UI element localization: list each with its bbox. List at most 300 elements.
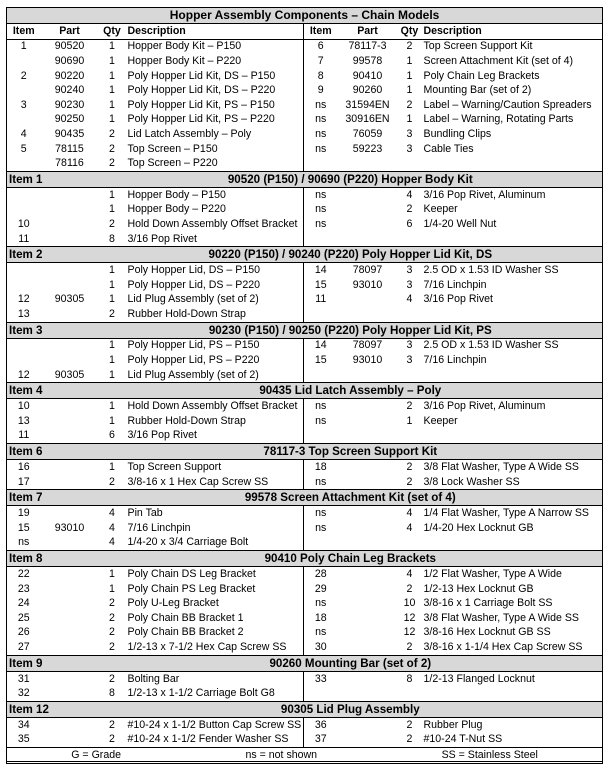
- description-cell: Rubber Hold-Down Strap: [127, 307, 246, 320]
- table-row: [7, 232, 603, 247]
- item-cell: 14: [304, 338, 338, 353]
- part-cell: [338, 293, 398, 308]
- description-cell: Poly Chain BB Bracket 2: [127, 626, 244, 639]
- item-cell: 23: [17, 582, 30, 595]
- description-cell: Poly Chain PS Leg Bracket: [127, 582, 256, 595]
- table-row: [7, 611, 603, 626]
- description-cell: #10-24 x 1-1/2 Button Cap Screw SS: [127, 718, 302, 731]
- part-cell: [41, 671, 99, 686]
- part-cell: [41, 536, 99, 551]
- table-row: [7, 83, 603, 98]
- table-row: [7, 353, 603, 368]
- part-cell: [338, 671, 398, 686]
- part-cell: [338, 506, 398, 521]
- part-cell: [41, 414, 99, 429]
- description-cell: Poly Hopper Lid, PS – P150: [127, 339, 260, 352]
- part-cell: [41, 217, 99, 232]
- item-cell: 10: [17, 217, 30, 230]
- part-cell: 30916EN: [345, 113, 390, 126]
- item-cell: [304, 686, 338, 701]
- qty-cell: [398, 232, 422, 247]
- description-cell: Top Screen Support: [127, 461, 222, 474]
- item-cell: [304, 232, 338, 247]
- table-row: [7, 460, 603, 475]
- table-row: [7, 293, 603, 308]
- description-cell: Label – Warning/Caution Spreaders: [423, 98, 592, 111]
- section-label: Item 2: [7, 247, 99, 263]
- table-row: [7, 717, 603, 732]
- table-row: [7, 521, 603, 536]
- description-cell: [422, 686, 603, 701]
- part-cell: [338, 567, 398, 582]
- description-cell: 3/16 Pop Rivet: [423, 293, 493, 306]
- part-cell: [41, 686, 99, 701]
- description-cell: Hold Down Assembly Offset Bracket: [127, 217, 298, 230]
- part-cell: [41, 203, 99, 218]
- qty-cell: 10: [403, 597, 416, 610]
- description-cell: 1/2-13 x 1-1/2 Carriage Bolt G8: [127, 687, 275, 700]
- part-cell: 90230: [54, 98, 85, 111]
- column-header: Qty: [398, 24, 422, 40]
- qty-cell: [398, 156, 422, 171]
- part-cell: 78116: [55, 157, 84, 170]
- description-cell: Hopper Body – P150: [127, 188, 226, 201]
- item-cell: 2: [20, 69, 27, 82]
- qty-cell: 2: [406, 718, 413, 731]
- part-cell: [338, 582, 398, 597]
- table-body: [7, 24, 603, 764]
- item-cell: 12: [17, 293, 30, 306]
- qty-cell: 2: [406, 475, 413, 488]
- description-cell: Rubber Plug: [423, 718, 483, 731]
- column-header: Item: [7, 24, 41, 40]
- description-cell: 3/8 Flat Washer, Type A Wide SS: [423, 461, 579, 474]
- qty-cell: 4: [406, 568, 413, 581]
- item-cell: 1: [20, 40, 27, 53]
- item-cell: 11: [304, 293, 338, 308]
- qty-cell: 1: [109, 414, 115, 427]
- qty-cell: 1: [109, 264, 115, 277]
- part-cell: [41, 460, 99, 475]
- qty-cell: 2: [406, 98, 413, 111]
- part-cell: 90410: [352, 69, 383, 82]
- qty-cell: 1: [109, 188, 115, 201]
- section-header: [7, 322, 603, 338]
- table-row: [7, 567, 603, 582]
- qty-cell: 4: [406, 293, 413, 306]
- item-cell: 13: [17, 414, 30, 427]
- part-cell: 76059: [352, 127, 383, 140]
- item-cell: ns: [304, 506, 338, 521]
- description-cell: 1/2-13 Hex Locknut GB: [423, 582, 534, 595]
- qty-cell: 2: [109, 157, 115, 170]
- description-cell: [422, 536, 603, 551]
- part-cell: [41, 429, 99, 444]
- item-cell: 10: [17, 400, 30, 413]
- qty-cell: 2: [406, 203, 413, 216]
- item-cell: 29: [304, 582, 338, 597]
- qty-cell: 3: [406, 142, 413, 155]
- description-cell: 3/8 Lock Washer SS: [423, 475, 520, 488]
- qty-cell: 4: [406, 188, 413, 201]
- item-cell: 19: [17, 507, 30, 520]
- part-cell: [338, 686, 398, 701]
- item-cell: ns: [304, 113, 338, 128]
- description-cell: [422, 429, 603, 444]
- part-cell: [338, 536, 398, 551]
- part-cell: 93010: [352, 354, 383, 367]
- qty-cell: 1: [406, 113, 413, 126]
- item-cell: 15: [304, 353, 338, 368]
- qty-cell: 3: [406, 354, 413, 367]
- item-cell: 18: [304, 611, 338, 626]
- item-cell: ns: [304, 626, 338, 641]
- part-cell: [41, 232, 99, 247]
- table-row: [7, 156, 603, 171]
- qty-cell: [398, 686, 422, 701]
- description-cell: Bundling Clips: [423, 127, 492, 140]
- item-cell: ns: [304, 217, 338, 232]
- item-cell: ns: [304, 98, 338, 113]
- legend-item: G = Grade: [71, 749, 122, 762]
- qty-cell: 1: [109, 293, 115, 306]
- qty-cell: 1: [406, 414, 413, 427]
- part-cell: [338, 217, 398, 232]
- qty-cell: 1: [109, 582, 115, 595]
- section-label: Item 3: [7, 322, 99, 338]
- qty-cell: 2: [406, 400, 413, 413]
- qty-cell: 3: [406, 278, 413, 291]
- part-cell: [41, 567, 99, 582]
- part-cell: [338, 399, 398, 414]
- description-cell: 3/8 Flat Washer, Type A Wide SS: [423, 611, 579, 624]
- part-cell: 59223: [352, 142, 383, 155]
- legend-item: ns = not shown: [245, 749, 318, 762]
- qty-cell: [398, 368, 422, 383]
- qty-cell: 2: [109, 475, 115, 488]
- item-cell: [7, 338, 41, 353]
- qty-cell: 1: [109, 461, 115, 474]
- description-cell: 3/8-16 x 1 Carriage Bolt SS: [423, 597, 553, 610]
- item-cell: 35: [17, 733, 30, 746]
- part-cell: [41, 717, 99, 732]
- description-cell: Poly Hopper Lid Kit, PS – P220: [127, 113, 275, 126]
- description-cell: [422, 156, 603, 171]
- qty-cell: 2: [109, 626, 115, 639]
- description-cell: Poly Hopper Lid Kit, DS – P220: [127, 84, 276, 97]
- item-cell: [7, 54, 41, 69]
- table-row: [7, 686, 603, 701]
- item-cell: ns: [304, 475, 338, 490]
- section-title: 90305 Lid Plug Assembly: [99, 701, 603, 717]
- part-cell: [41, 596, 99, 611]
- part-cell: [41, 399, 99, 414]
- qty-cell: 2: [406, 640, 413, 653]
- description-cell: Top Screen – P150: [127, 142, 218, 155]
- part-cell: 99578: [352, 54, 383, 67]
- item-cell: [304, 307, 338, 322]
- description-cell: 3/16 Pop Rivet: [127, 232, 197, 245]
- part-cell: [338, 460, 398, 475]
- qty-cell: 1: [109, 40, 115, 53]
- qty-cell: 1: [406, 84, 413, 97]
- description-cell: 7/16 Linchpin: [423, 354, 487, 367]
- column-header: Description: [126, 24, 304, 40]
- qty-cell: 1: [109, 84, 115, 97]
- item-cell: [7, 353, 41, 368]
- section-label: Item 4: [7, 383, 99, 399]
- section-header: [7, 655, 603, 671]
- table-row: [7, 733, 603, 748]
- part-cell: 78117-3: [348, 40, 387, 53]
- part-cell: [41, 307, 99, 322]
- qty-cell: 1: [109, 113, 115, 126]
- description-cell: Poly Hopper Lid Kit, PS – P150: [127, 98, 275, 111]
- item-cell: 24: [17, 597, 30, 610]
- part-cell: [338, 596, 398, 611]
- qty-cell: [398, 307, 422, 322]
- table-row: [7, 429, 603, 444]
- section-label: Item 12: [7, 701, 99, 717]
- item-cell: 32: [17, 687, 30, 700]
- section-title: 90230 (P150) / 90250 (P220) Poly Hopper Lid Kit, PS: [99, 322, 603, 338]
- part-cell: [41, 353, 99, 368]
- qty-cell: 8: [109, 232, 115, 245]
- part-cell: 90240: [54, 84, 85, 97]
- part-cell: [338, 429, 398, 444]
- table-title: Hopper Assembly Components – Chain Models: [7, 8, 603, 24]
- section-label: Item 9: [7, 655, 99, 671]
- table-row: [7, 582, 603, 597]
- table-row: [7, 217, 603, 232]
- item-cell: 9: [304, 83, 338, 98]
- item-cell: 15: [17, 521, 30, 534]
- section-header: [7, 551, 603, 567]
- qty-cell: 3: [406, 264, 413, 277]
- section-header: [7, 490, 603, 506]
- section-header: [7, 444, 603, 460]
- item-cell: 3: [20, 98, 27, 111]
- table-row: [7, 187, 603, 202]
- qty-cell: 2: [109, 733, 115, 746]
- section-title: 90220 (P150) / 90240 (P220) Poly Hopper Lid Kit, DS: [99, 247, 603, 263]
- description-cell: 3/16 Pop Rivet: [127, 429, 197, 442]
- description-cell: Poly Hopper Lid, PS – P220: [127, 354, 260, 367]
- part-cell: [338, 475, 398, 490]
- description-cell: 7/16 Linchpin: [127, 521, 191, 534]
- part-cell: [41, 506, 99, 521]
- column-header: Part: [41, 24, 99, 40]
- part-cell: [41, 611, 99, 626]
- item-cell: 4: [20, 127, 27, 140]
- description-cell: 1/4-20 Well Nut: [423, 217, 497, 230]
- table-row: [7, 113, 603, 128]
- section-label: Item 8: [7, 551, 99, 567]
- table-row: [7, 506, 603, 521]
- description-cell: #10-24 x 1-1/2 Fender Washer SS: [127, 733, 289, 746]
- qty-cell: [398, 536, 422, 551]
- part-cell: 90690: [54, 54, 85, 67]
- item-cell: [304, 156, 338, 171]
- table-row: [7, 127, 603, 142]
- part-cell: [338, 307, 398, 322]
- part-cell: [41, 640, 99, 655]
- description-cell: 3/8-16 Hex Locknut GB SS: [423, 626, 551, 639]
- part-cell: [338, 187, 398, 202]
- section-title: 90260 Mounting Bar (set of 2): [99, 655, 603, 671]
- part-cell: [338, 156, 398, 171]
- section-label: Item 7: [7, 490, 99, 506]
- column-header: Description: [422, 24, 603, 40]
- item-cell: 11: [18, 429, 30, 442]
- description-cell: [422, 307, 603, 322]
- description-cell: 1/4-20 x 3/4 Carriage Bolt: [127, 536, 249, 549]
- qty-cell: 6: [109, 429, 115, 442]
- part-cell: [41, 338, 99, 353]
- section-title: 90435 Lid Latch Assembly – Poly: [99, 383, 603, 399]
- description-cell: Keeper: [423, 414, 458, 427]
- qty-cell: 2: [109, 672, 115, 685]
- part-cell: 90305: [54, 368, 85, 381]
- item-cell: 8: [304, 69, 338, 84]
- item-cell: [304, 536, 338, 551]
- parts-sheet: [6, 7, 602, 764]
- section-title: 78117-3 Top Screen Support Kit: [99, 444, 603, 460]
- part-cell: [338, 733, 398, 748]
- part-cell: 90250: [54, 113, 85, 126]
- part-cell: [41, 187, 99, 202]
- table-row: [7, 596, 603, 611]
- qty-cell: [398, 429, 422, 444]
- table-row: [7, 307, 603, 322]
- qty-cell: 1: [109, 568, 115, 581]
- item-cell: 31: [17, 672, 30, 685]
- description-cell: 3/8-16 x 1 Hex Cap Screw SS: [127, 475, 269, 488]
- item-cell: 14: [304, 263, 338, 278]
- table-row: [7, 69, 603, 84]
- table-row: [7, 98, 603, 113]
- qty-cell: 2: [406, 582, 413, 595]
- description-cell: 3/16 Pop Rivet, Aluminum: [423, 188, 546, 201]
- item-cell: ns: [304, 203, 338, 218]
- qty-cell: 2: [109, 307, 115, 320]
- section-header: [7, 171, 603, 187]
- description-cell: Bolting Bar: [127, 672, 180, 685]
- qty-cell: 1: [406, 69, 413, 82]
- qty-cell: 8: [406, 672, 413, 685]
- item-cell: ns: [304, 187, 338, 202]
- item-cell: 18: [304, 460, 338, 475]
- qty-cell: 1: [109, 69, 115, 82]
- part-cell: [41, 733, 99, 748]
- qty-cell: 4: [109, 536, 115, 549]
- table-row: [7, 626, 603, 641]
- section-header: [7, 383, 603, 399]
- qty-cell: 3: [406, 339, 413, 352]
- part-cell: [338, 521, 398, 536]
- item-cell: 13: [17, 307, 30, 320]
- part-cell: 93010: [352, 278, 383, 291]
- item-cell: 26: [17, 626, 30, 639]
- part-cell: [41, 278, 99, 293]
- part-cell: [41, 475, 99, 490]
- description-cell: 1/4 Flat Washer, Type A Narrow SS: [423, 507, 589, 520]
- description-cell: Label – Warning, Rotating Parts: [423, 113, 574, 126]
- description-cell: Lid Latch Assembly – Poly: [127, 127, 252, 140]
- qty-cell: 4: [109, 521, 115, 534]
- item-cell: 16: [17, 461, 30, 474]
- part-cell: 78115: [55, 142, 84, 155]
- description-cell: 3/8-16 x 1-1/4 Hex Cap Screw SS: [423, 640, 583, 653]
- item-cell: 36: [304, 717, 338, 732]
- item-cell: 30: [304, 640, 338, 655]
- section-header: [7, 247, 603, 263]
- item-cell: [304, 429, 338, 444]
- table-row: [7, 263, 603, 278]
- item-cell: ns: [304, 399, 338, 414]
- item-cell: [7, 113, 41, 128]
- description-cell: [422, 232, 603, 247]
- item-cell: [7, 263, 41, 278]
- qty-cell: 4: [109, 507, 115, 520]
- description-cell: 1/2-13 x 7-1/2 Hex Cap Screw SS: [127, 640, 287, 653]
- table-row: [7, 278, 603, 293]
- section-label: Item 6: [7, 444, 99, 460]
- part-cell: [41, 263, 99, 278]
- part-cell: [338, 368, 398, 383]
- part-cell: 90260: [352, 84, 383, 97]
- item-cell: 22: [17, 568, 30, 581]
- description-cell: Hold Down Assembly Offset Bracket: [127, 400, 298, 413]
- description-cell: Poly Chain BB Bracket 1: [127, 611, 244, 624]
- part-cell: [338, 611, 398, 626]
- description-cell: 1/2-13 Flanged Locknut: [423, 672, 535, 685]
- part-cell: 90520: [54, 40, 85, 53]
- description-cell: Hopper Body Kit – P220: [127, 54, 242, 67]
- description-cell: Top Screen Support Kit: [423, 40, 533, 53]
- qty-cell: 2: [109, 611, 115, 624]
- section-title: 90410 Poly Chain Leg Brackets: [99, 551, 603, 567]
- part-cell: [41, 626, 99, 641]
- qty-cell: 12: [403, 611, 416, 624]
- qty-cell: 1: [109, 354, 115, 367]
- item-cell: ns: [304, 414, 338, 429]
- table-row: [7, 54, 603, 69]
- table-row: [7, 39, 603, 54]
- column-header: Qty: [99, 24, 126, 40]
- item-cell: 6: [304, 39, 338, 54]
- part-cell: [41, 582, 99, 597]
- qty-cell: 2: [406, 40, 413, 53]
- description-cell: Poly Hopper Lid Kit, DS – P150: [127, 69, 276, 82]
- column-header: Part: [338, 24, 398, 40]
- table-row: [7, 536, 603, 551]
- item-cell: 11: [18, 232, 30, 245]
- qty-cell: 2: [406, 733, 413, 746]
- description-cell: Mounting Bar (set of 2): [423, 84, 532, 97]
- section-title: 99578 Screen Attachment Kit (set of 4): [99, 490, 603, 506]
- qty-cell: 1: [109, 98, 115, 111]
- item-cell: ns: [304, 142, 338, 157]
- table-row: [7, 414, 603, 429]
- table-row: [7, 142, 603, 157]
- description-cell: Poly Chain Leg Brackets: [423, 69, 540, 82]
- description-cell: 7/16 Linchpin: [423, 278, 487, 291]
- item-cell: [304, 368, 338, 383]
- description-cell: Screen Attachment Kit (set of 4): [423, 54, 574, 67]
- item-cell: [7, 187, 41, 202]
- item-cell: 12: [17, 368, 30, 381]
